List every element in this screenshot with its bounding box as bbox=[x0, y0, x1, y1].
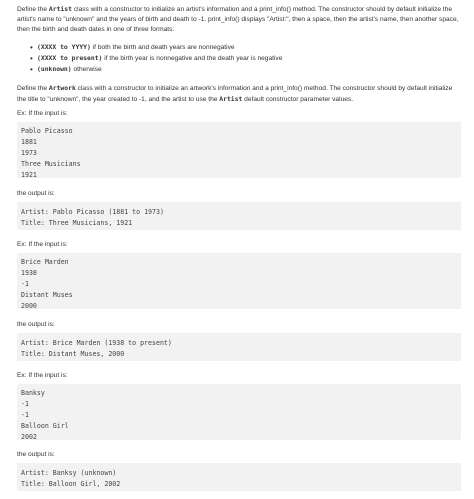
output-block bbox=[17, 463, 461, 491]
artwork-class-description bbox=[17, 83, 463, 105]
format-code: (unknown) bbox=[37, 65, 72, 73]
input-block bbox=[17, 384, 461, 440]
format-code: (XXXX to YYYY) bbox=[37, 43, 91, 51]
input-label: Ex: If the input is: bbox=[17, 241, 68, 248]
output-line: Artist: Brice Marden (1938 to present) bbox=[21, 339, 172, 347]
artwork-text-3: default constructor parameter values. bbox=[242, 96, 354, 103]
input-line: Balloon Girl bbox=[21, 422, 69, 430]
format-description: if the birth year is nonnegative and the death year is negative bbox=[102, 55, 283, 62]
input-line: 1973 bbox=[21, 149, 37, 157]
date-format-list bbox=[30, 42, 282, 75]
input-line: Brice Marden bbox=[21, 258, 69, 266]
artist-class-code: Artist bbox=[48, 5, 72, 13]
input-line: -1 bbox=[21, 280, 29, 288]
input-block bbox=[17, 122, 461, 178]
artist-class-description bbox=[17, 4, 463, 35]
output-label: the output is: bbox=[17, 451, 55, 458]
output-line: Artist: Pablo Picasso (1881 to 1973) bbox=[21, 208, 164, 216]
list-item bbox=[30, 53, 282, 64]
input-line: -1 bbox=[21, 400, 29, 408]
output-line: Title: Three Musicians, 1921 bbox=[21, 219, 133, 227]
artwork-text-1: Define the bbox=[17, 85, 49, 92]
input-line: 2002 bbox=[21, 433, 37, 441]
intro-text-1: Define the bbox=[17, 6, 49, 13]
intro-text-2: class with a constructor to initialize an artist's information and a print_info() method. The constructor should by default initialize the artist's name to "unknown" and the years of birth and death to -1. print_info() displays "Artist:", then a space, then the artist's name, then another space, then the birth and death dates in one of three formats: bbox=[17, 6, 459, 33]
output-line: Artist: Banksy (unknown) bbox=[21, 469, 117, 477]
output-block bbox=[17, 202, 461, 230]
output-line: Title: Balloon Girl, 2002 bbox=[21, 480, 121, 488]
input-line: 1921 bbox=[21, 171, 37, 179]
input-line: 2000 bbox=[21, 302, 37, 310]
input-line: 1938 bbox=[21, 269, 37, 277]
output-line: Title: Distant Muses, 2000 bbox=[21, 350, 125, 358]
artwork-class-code: Artwork bbox=[48, 84, 76, 92]
input-label: Ex: If the input is: bbox=[17, 110, 68, 117]
input-line: 1881 bbox=[21, 138, 37, 146]
output-block bbox=[17, 333, 461, 361]
list-item bbox=[30, 64, 282, 75]
input-line: Distant Muses bbox=[21, 291, 73, 299]
format-description: otherwise bbox=[71, 66, 102, 73]
input-line: Pablo Picasso bbox=[21, 127, 73, 135]
format-description: if both the birth and death years are nonnegative bbox=[90, 44, 235, 51]
artist-class-code: Artist bbox=[219, 95, 243, 103]
output-label: the output is: bbox=[17, 190, 55, 197]
input-line: Three Musicians bbox=[21, 160, 81, 168]
input-line: -1 bbox=[21, 411, 29, 419]
input-label: Ex: If the input is: bbox=[17, 372, 68, 379]
format-code: (XXXX to present) bbox=[37, 54, 103, 62]
list-item bbox=[30, 42, 282, 53]
artwork-text-2: class with a constructor to initialize an artwork's information and a print_info() method. The constructor should by default initialize the title to "unknown", the year created to -1, and the artist to use the bbox=[17, 85, 453, 103]
output-label: the output is: bbox=[17, 321, 55, 328]
input-block bbox=[17, 253, 461, 309]
input-line: Banksy bbox=[21, 389, 45, 397]
